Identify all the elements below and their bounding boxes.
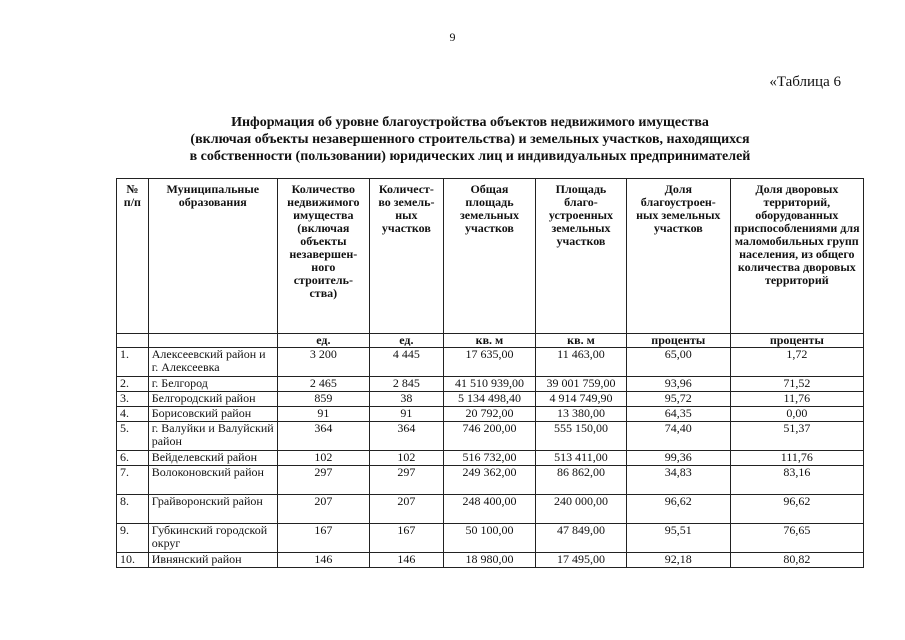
title-line: Информация об уровне благоустройства объектов недвижимого имущества: [231, 115, 709, 130]
table-cell-yard: 76,65: [730, 524, 863, 553]
table-cell-area: 746 200,00: [443, 422, 535, 451]
table-cell-z: 2 845: [369, 377, 443, 392]
table-cell-share: 65,00: [626, 348, 730, 377]
table-cell-mun: Ивнянский район: [148, 553, 277, 568]
table-cell-yard: 11,76: [730, 392, 863, 407]
header-cell: Площадь благо-устроенных земельных участков: [535, 179, 626, 334]
table-row: [117, 407, 864, 422]
table-row: [117, 553, 864, 568]
page-number: 9: [449, 30, 456, 44]
table-cell-barea: 39 001 759,00: [535, 377, 626, 392]
table-cell-z: 207: [369, 495, 443, 524]
table-row: [117, 422, 864, 451]
table-cell-mun: Борисовский район: [148, 407, 277, 422]
table-cell-z: 91: [369, 407, 443, 422]
table-cell-yard: 96,62: [730, 495, 863, 524]
header-cell: Доля благоустроен-ных земельных участков: [626, 179, 730, 334]
table-cell-yard: 51,37: [730, 422, 863, 451]
unit-cell: кв. м: [443, 334, 535, 348]
header-cell: Количест-во земель-ных участков: [369, 179, 443, 334]
table-cell-n: 8.: [117, 495, 149, 524]
unit-cell: кв. м: [535, 334, 626, 348]
table-cell-z: 38: [369, 392, 443, 407]
table-cell-barea: 555 150,00: [535, 422, 626, 451]
table-row: [117, 495, 864, 524]
table-cell-n: 2.: [117, 377, 149, 392]
table-body: [117, 348, 864, 568]
table-cell-area: 516 732,00: [443, 451, 535, 466]
table-cell-area: 18 980,00: [443, 553, 535, 568]
table-row: [117, 377, 864, 392]
table-cell-yard: 80,82: [730, 553, 863, 568]
unit-cell: ед.: [277, 334, 369, 348]
table-cell-q: 3 200: [277, 348, 369, 377]
table-cell-q: 2 465: [277, 377, 369, 392]
title-line: в собственности (пользовании) юридических лиц и индивидуальных предпринимателей: [189, 149, 751, 164]
header-cell: Количество недвижимого имущества (включая объекты незавершен-ного строитель-ства): [277, 179, 369, 334]
unit-cell: проценты: [626, 334, 730, 348]
units-row: [117, 334, 864, 348]
table-cell-barea: 17 495,00: [535, 553, 626, 568]
table-label: «Таблица 6: [769, 74, 841, 90]
table-cell-area: 41 510 939,00: [443, 377, 535, 392]
table-cell-mun: Грайворонский район: [148, 495, 277, 524]
table-cell-mun: г. Валуйки и Валуйский район: [148, 422, 277, 451]
table-cell-share: 74,40: [626, 422, 730, 451]
table-cell-area: 50 100,00: [443, 524, 535, 553]
table-cell-share: 93,96: [626, 377, 730, 392]
table-row: [117, 451, 864, 466]
header-cell: Общая площадь земельных участков: [443, 179, 535, 334]
table-cell-n: 3.: [117, 392, 149, 407]
table-cell-q: 167: [277, 524, 369, 553]
table-cell-z: 364: [369, 422, 443, 451]
unit-cell: ед.: [369, 334, 443, 348]
table-cell-z: 167: [369, 524, 443, 553]
unit-cell: [117, 334, 149, 348]
table-cell-share: 64,35: [626, 407, 730, 422]
table-cell-barea: 11 463,00: [535, 348, 626, 377]
table-row: [117, 524, 864, 553]
table-cell-barea: 4 914 749,90: [535, 392, 626, 407]
table-row: [117, 392, 864, 407]
data-table: [116, 178, 864, 568]
table-cell-yard: 71,52: [730, 377, 863, 392]
table-cell-area: 248 400,00: [443, 495, 535, 524]
table-cell-q: 364: [277, 422, 369, 451]
table-cell-area: 17 635,00: [443, 348, 535, 377]
table-cell-q: 91: [277, 407, 369, 422]
table-cell-yard: 111,76: [730, 451, 863, 466]
table-cell-barea: 47 849,00: [535, 524, 626, 553]
document-title: [120, 114, 820, 165]
table-cell-z: 297: [369, 466, 443, 495]
table-cell-share: 92,18: [626, 553, 730, 568]
table-cell-n: 7.: [117, 466, 149, 495]
header-cell: № п/п: [117, 179, 149, 334]
table-cell-area: 20 792,00: [443, 407, 535, 422]
table-cell-mun: Белгородский район: [148, 392, 277, 407]
table-cell-yard: 83,16: [730, 466, 863, 495]
table-cell-n: 6.: [117, 451, 149, 466]
table-cell-mun: Вейделевский район: [148, 451, 277, 466]
table-cell-q: 146: [277, 553, 369, 568]
table-cell-barea: 513 411,00: [535, 451, 626, 466]
table-cell-z: 146: [369, 553, 443, 568]
unit-cell: проценты: [730, 334, 863, 348]
table-cell-share: 96,62: [626, 495, 730, 524]
table-cell-n: 10.: [117, 553, 149, 568]
table-cell-share: 95,72: [626, 392, 730, 407]
table-cell-mun: Алексеевский район и г. Алексеевка: [148, 348, 277, 377]
header-cell: Доля дворовых территорий, оборудованных приспособлениями для маломобильных групп населения, из общего количества дворовых территорий: [730, 179, 863, 334]
table-cell-area: 5 134 498,40: [443, 392, 535, 407]
title-line: (включая объекты незавершенного строительства) и земельных участков, находящихся: [190, 132, 750, 147]
table-cell-mun: Волоконовский район: [148, 466, 277, 495]
table-cell-barea: 86 862,00: [535, 466, 626, 495]
header-row: [117, 179, 864, 334]
table-cell-q: 859: [277, 392, 369, 407]
table-cell-n: 5.: [117, 422, 149, 451]
table-cell-share: 99,36: [626, 451, 730, 466]
table-cell-n: 4.: [117, 407, 149, 422]
table-cell-n: 9.: [117, 524, 149, 553]
table-cell-yard: 0,00: [730, 407, 863, 422]
table-cell-n: 1.: [117, 348, 149, 377]
unit-cell: [148, 334, 277, 348]
table-cell-share: 34,83: [626, 466, 730, 495]
table-cell-area: 249 362,00: [443, 466, 535, 495]
table-cell-mun: Губкинский городской округ: [148, 524, 277, 553]
table-cell-barea: 240 000,00: [535, 495, 626, 524]
table-cell-q: 102: [277, 451, 369, 466]
table-cell-barea: 13 380,00: [535, 407, 626, 422]
table-cell-yard: 1,72: [730, 348, 863, 377]
table-cell-z: 102: [369, 451, 443, 466]
table-cell-share: 95,51: [626, 524, 730, 553]
table-cell-q: 207: [277, 495, 369, 524]
header-cell: Муниципальные образования: [148, 179, 277, 334]
table-cell-mun: г. Белгород: [148, 377, 277, 392]
table-cell-q: 297: [277, 466, 369, 495]
table-row: [117, 348, 864, 377]
table-cell-z: 4 445: [369, 348, 443, 377]
table-row: [117, 466, 864, 495]
